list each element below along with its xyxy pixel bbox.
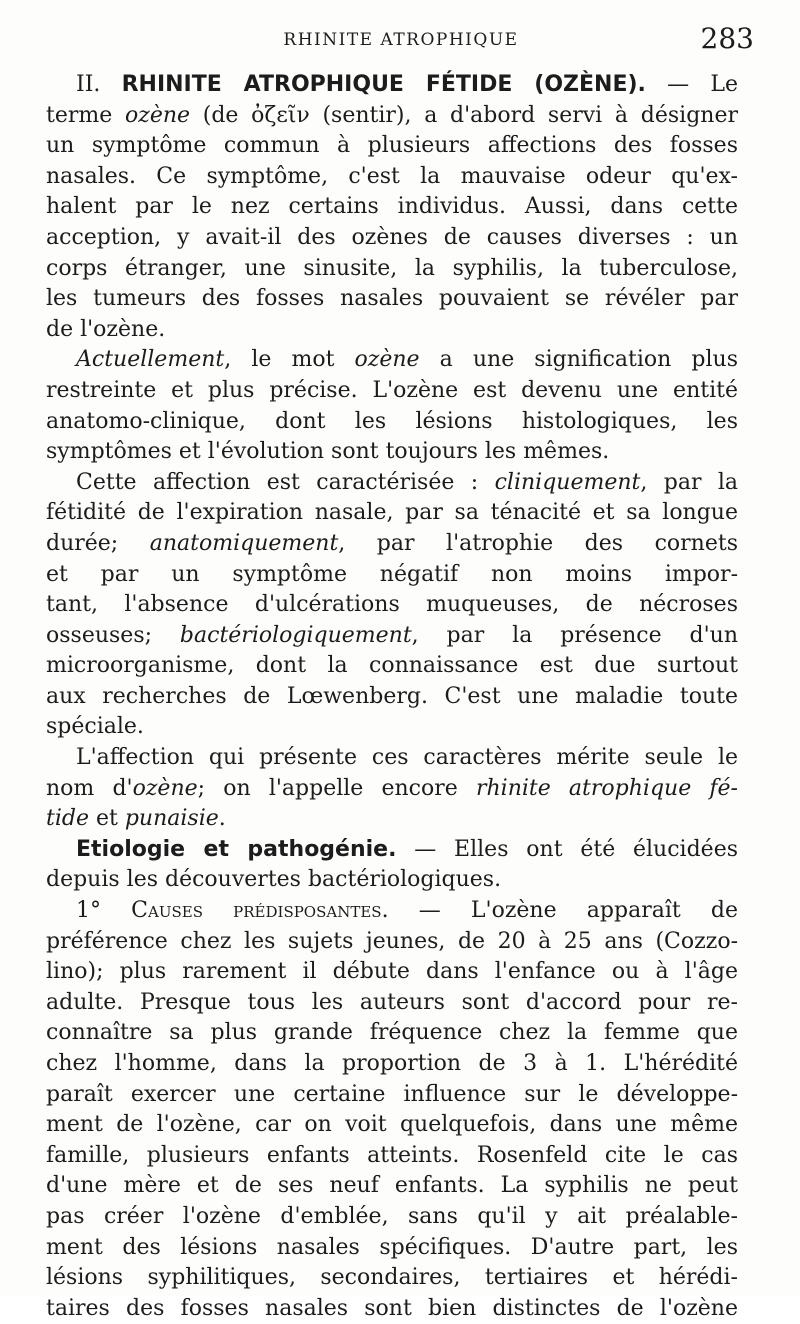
- text-line: [46, 682, 738, 713]
- italic-text: bactériologiquement: [179, 622, 412, 648]
- italic-text: ozène: [124, 102, 191, 128]
- text-line: [46, 1263, 738, 1294]
- text-line: [46, 468, 738, 499]
- italic-text: cliniquement: [494, 469, 641, 495]
- page-number: 283: [700, 22, 754, 55]
- text-line: [46, 957, 738, 988]
- text-segment: nasales. Ce symptôme, c'est la mauvaise odeur qu'ex-: [46, 163, 738, 189]
- text-segment: adulte. Presque tous les auteurs sont d'accord pour re-: [46, 989, 738, 1015]
- text-segment: ment de l'ozène, car on voit quelquefois, dans une même: [46, 1112, 738, 1138]
- text-segment: et: [88, 806, 125, 832]
- text-segment: anatomo-clinique, dont les lésions histologiques, les: [46, 408, 738, 434]
- text-line: [46, 896, 738, 927]
- text-segment: restreinte et plus précise. L'ozène est devenu une entité: [46, 377, 738, 403]
- text-segment: de l'ozène.: [46, 316, 166, 342]
- text-segment: préférence chez les sujets jeunes, de 20 à 25 ans (Cozzo-: [46, 928, 738, 954]
- running-head: RHINITE ATROPHIQUE: [283, 30, 519, 50]
- text-segment: , le mot: [224, 347, 355, 373]
- text-line: [46, 865, 738, 896]
- text-segment: taires des fosses nasales sont bien distinctes de l'ozène: [46, 1295, 738, 1321]
- text-line: [46, 1233, 738, 1264]
- text-segment: depuis les découvertes bactériologiques.: [46, 867, 502, 893]
- text-line: [46, 651, 738, 682]
- text-segment: corps étranger, une sinusite, la syphilis, la tuberculose,: [46, 255, 738, 281]
- text-line: [46, 1018, 738, 1049]
- text-line: [46, 498, 738, 529]
- text-segment: famille, plusieurs enfants atteints. Rosenfeld cite le cas: [46, 1142, 738, 1168]
- text-line: [46, 835, 738, 866]
- text-segment: osseuses;: [46, 622, 180, 648]
- text-line: [46, 1202, 738, 1233]
- text-segment: , par la: [640, 469, 739, 495]
- text-segment: lino); plus rarement il débute dans l'enfance ou à l'âge: [46, 959, 738, 985]
- text-segment: d'une mère et de ses neuf enfants. La syphilis ne peut: [46, 1173, 738, 1199]
- text-segment: acception, y avait-il des ozènes de causes diverses : un: [46, 224, 738, 250]
- italic-text: anatomiquement: [149, 530, 339, 556]
- text-segment: Cette affection est caractérisée :: [76, 469, 495, 495]
- text-line: [46, 254, 738, 285]
- text-segment: , par la présence d'un: [411, 622, 738, 648]
- text-segment: microorganisme, dont la connaissance est due surtout: [46, 653, 738, 679]
- text-segment: (de ὀζεῖν (sentir), a d'abord servi à désigner: [190, 102, 738, 128]
- text-line: [46, 192, 738, 223]
- text-line: [46, 927, 738, 958]
- italic-text: ozène: [132, 775, 198, 801]
- text-line: [46, 1049, 738, 1080]
- text-line: [46, 1080, 738, 1111]
- text-line: [46, 345, 738, 376]
- text-segment: chez l'homme, dans la proportion de 3 à 1. L'hérédité: [46, 1051, 738, 1076]
- section-heading: Etiologie et pathogénie.: [76, 836, 397, 862]
- text-segment: — Le: [645, 72, 738, 97]
- text-line: [46, 1294, 738, 1324]
- text-segment: L'affection qui présente ces caractères mérite seule le: [76, 745, 738, 771]
- italic-text: Actuellement: [76, 347, 225, 373]
- text-segment: pas créer l'ozène d'emblée, sans qu'il y ait préalable-: [46, 1203, 738, 1229]
- text-segment: ; on l'appelle encore: [197, 775, 476, 801]
- text-line: [46, 284, 738, 315]
- text-line: [46, 223, 738, 254]
- text-segment: — Elles ont été élucidées: [396, 836, 739, 862]
- text-segment: et par un symptôme négatif non moins impor-: [46, 561, 738, 587]
- text-segment: .: [218, 806, 226, 832]
- text-segment: un symptôme commun à plusieurs affections des fosses: [46, 133, 738, 159]
- text-line: [46, 743, 738, 774]
- text-line: [46, 590, 738, 621]
- text-segment: halent par le nez certains individus. Aussi, dans cette: [46, 194, 738, 220]
- text-segment: connaître sa plus grande fréquence chez la femme que: [46, 1020, 738, 1046]
- text-segment: 1°: [76, 898, 132, 924]
- text-segment: lésions syphilitiques, secondaires, tertiaires et hérédi-: [46, 1265, 738, 1291]
- text-segment: . — L'ozène apparaît de: [381, 898, 738, 924]
- text-segment: aux recherches de Lœwenberg. C'est une maladie toute: [46, 683, 738, 709]
- italic-text: tide: [46, 806, 89, 832]
- text-line: [46, 437, 738, 468]
- text-line: [46, 804, 738, 835]
- text-line: [46, 101, 738, 132]
- text-segment: nom d': [46, 775, 133, 801]
- section-heading: RHINITE ATROPHIQUE FÉTIDE (OZÈNE).: [121, 72, 646, 97]
- text-segment: terme: [46, 102, 125, 128]
- text-segment: ment des lésions nasales spécifiques. D'autre part, les: [46, 1234, 738, 1260]
- text-line: [46, 1141, 738, 1172]
- text-line: [46, 162, 738, 193]
- text-segment: tant, l'absence d'ulcérations muqueuses, de nécroses: [46, 592, 738, 618]
- italic-text: punaisie: [124, 806, 219, 832]
- text-line: [46, 774, 738, 805]
- italic-text: ozène: [354, 347, 420, 373]
- text-line: [46, 560, 738, 591]
- text-segment: II.: [76, 72, 122, 97]
- text-line: [46, 1171, 738, 1202]
- text-line: [46, 621, 738, 652]
- small-caps-heading: Causes prédisposantes: [131, 898, 382, 924]
- text-segment: spéciale.: [46, 714, 144, 740]
- text-segment: , par l'atrophie des cornets: [338, 530, 738, 556]
- text-segment: les tumeurs des fosses nasales pouvaient se révéler par: [46, 286, 738, 312]
- text-segment: paraît exercer une certaine influence sur le développe-: [46, 1081, 738, 1107]
- text-segment: fétidité de l'expiration nasale, par sa ténacité et sa longue: [46, 500, 738, 526]
- italic-text: rhinite atrophique fé-: [475, 775, 738, 801]
- body-text: [46, 70, 738, 1324]
- text-segment: symptômes et l'évolution sont toujours les mêmes.: [46, 439, 610, 465]
- text-line: [46, 70, 738, 101]
- text-segment: a une signification plus: [419, 347, 738, 373]
- text-line: [46, 712, 738, 743]
- text-line: [46, 529, 738, 560]
- text-line: [46, 407, 738, 438]
- text-line: [46, 376, 738, 407]
- page-header: [48, 22, 754, 58]
- text-line: [46, 131, 738, 162]
- text-line: [46, 988, 738, 1019]
- text-segment: durée;: [46, 530, 150, 556]
- text-line: [46, 1110, 738, 1141]
- text-line: [46, 315, 738, 346]
